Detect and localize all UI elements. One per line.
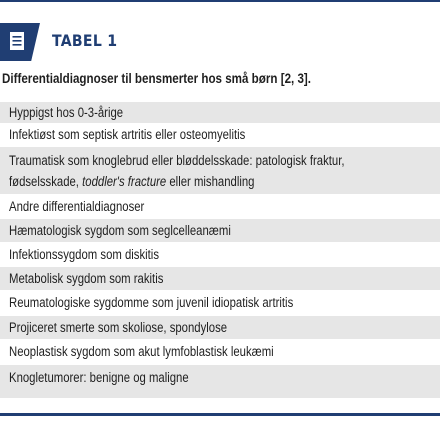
table-row [0, 242, 440, 266]
table-cell: Reumatologiske sygdomme som juvenil idiopatisk artritis [9, 295, 294, 310]
table-cell-continued [9, 171, 254, 192]
text-segment: eller mishandling [166, 174, 255, 189]
table-row [0, 146, 440, 194]
diagnosis-table [0, 101, 440, 412]
table-cell: Neoplastisk sygdom som akut lymfoblastisk leukæmi [9, 344, 274, 359]
table-title: TABEL 1 [52, 31, 118, 50]
table-cell: Metabolisk sygdom som rakitis [9, 271, 164, 286]
italic-term: toddler's fracture [82, 174, 167, 189]
table-cell: Traumatisk som knoglebrud eller bløddelsskade: patologisk fraktur, [9, 153, 345, 168]
table-row [0, 194, 440, 218]
document-list-icon [0, 23, 40, 61]
table-row [0, 218, 440, 242]
bottom-rule [0, 413, 440, 416]
table-row [0, 290, 440, 315]
table-cell: Hyppigst hos 0-3-årige [9, 105, 124, 120]
text-segment: fødselsskade, [9, 174, 83, 189]
table-caption: Differentialdiagnoser til bensmerter hos små børn [2, 3]. [2, 71, 312, 86]
table-cell: Projiceret smerte som skoliose, spondylose [9, 320, 228, 335]
table-cell: Infektiøst som septisk artritis eller osteomyelitis [9, 127, 246, 142]
table-header [0, 2, 440, 58]
table-row [0, 339, 440, 364]
table-row [0, 101, 440, 123]
table-cell: Andre differentialdiagnoser [9, 199, 145, 214]
table-row [0, 266, 440, 290]
table-cell: Hæmatologisk sygdom som seglcelleanæmi [9, 223, 231, 238]
table-row [0, 123, 440, 146]
table-row [0, 315, 440, 339]
table-row [0, 364, 440, 398]
table-cell: Knogletumorer: benigne og maligne [9, 370, 189, 385]
table-cell: Infektionssygdom som diskitis [9, 247, 160, 262]
